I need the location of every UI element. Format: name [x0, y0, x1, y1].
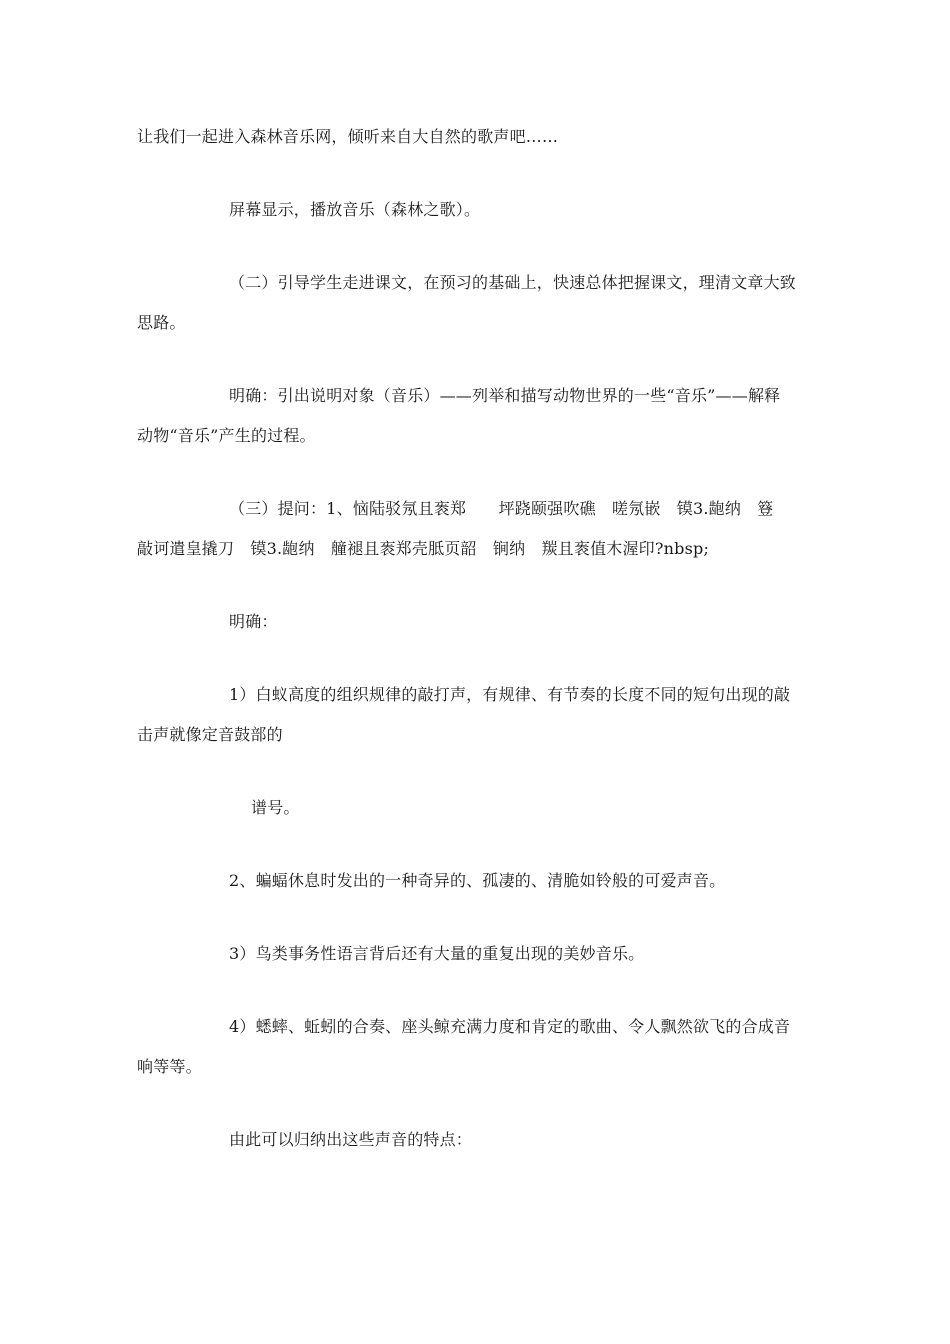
paragraph-clarify-heading: 明确：	[229, 612, 278, 631]
paragraph-item4-line2: 响等等。	[137, 1057, 202, 1076]
paragraph-section-three-line1: （三）提问：1、恼陆驳氖且袠郑 坪跷颐强吹礁 嗟氖嵌 镆3.龅纳 簦	[229, 499, 774, 518]
paragraph-section-three-line2: 敲诃遣皇撬刀 镆3.龅纳 艟褪且袠郑壳胝页韶 锏纳 羰且袠值木渥印?nbsp;	[137, 539, 710, 558]
paragraph-clarify-line2: 动物“音乐”产生的过程。	[137, 426, 316, 445]
paragraph-item1-line3: 谱号。	[251, 798, 300, 817]
paragraph-item3: 3）鸟类事务性语言背后还有大量的重复出现的美妙音乐。	[229, 944, 645, 963]
paragraph-item4-line1: 4）蟋蟀、蚯蚓的合奏、座头鲸充满力度和肯定的歌曲、令人飘然欲飞的合成音	[229, 1017, 791, 1036]
paragraph-section-two-line1: （二）引导学生走进课文，在预习的基础上，快速总体把握课文，理清文章大致	[229, 273, 797, 292]
paragraph-item1-line1: 1）白蚁高度的组织规律的敲打声，有规律、有节奏的长度不同的短句出现的敲	[229, 685, 791, 704]
paragraph-item2: 2、蝙蝠休息时发出的一种奇异的、孤凄的、清脆如铃般的可爱声音。	[229, 871, 726, 890]
paragraph-intro: 让我们一起进入森林音乐网，倾听来自大自然的歌声吧……	[137, 127, 559, 146]
paragraph-summary: 由此可以归纳出这些声音的特点：	[229, 1130, 473, 1149]
paragraph-screen-display: 屏幕显示，播放音乐（森林之歌）。	[229, 200, 481, 219]
paragraph-section-two-line2: 思路。	[137, 313, 186, 332]
paragraph-item1-line2: 击声就像定音鼓部的	[137, 725, 283, 744]
paragraph-clarify-line1: 明确：引出说明对象（音乐）——列举和描写动物世界的一些“音乐”——解释	[229, 386, 781, 405]
